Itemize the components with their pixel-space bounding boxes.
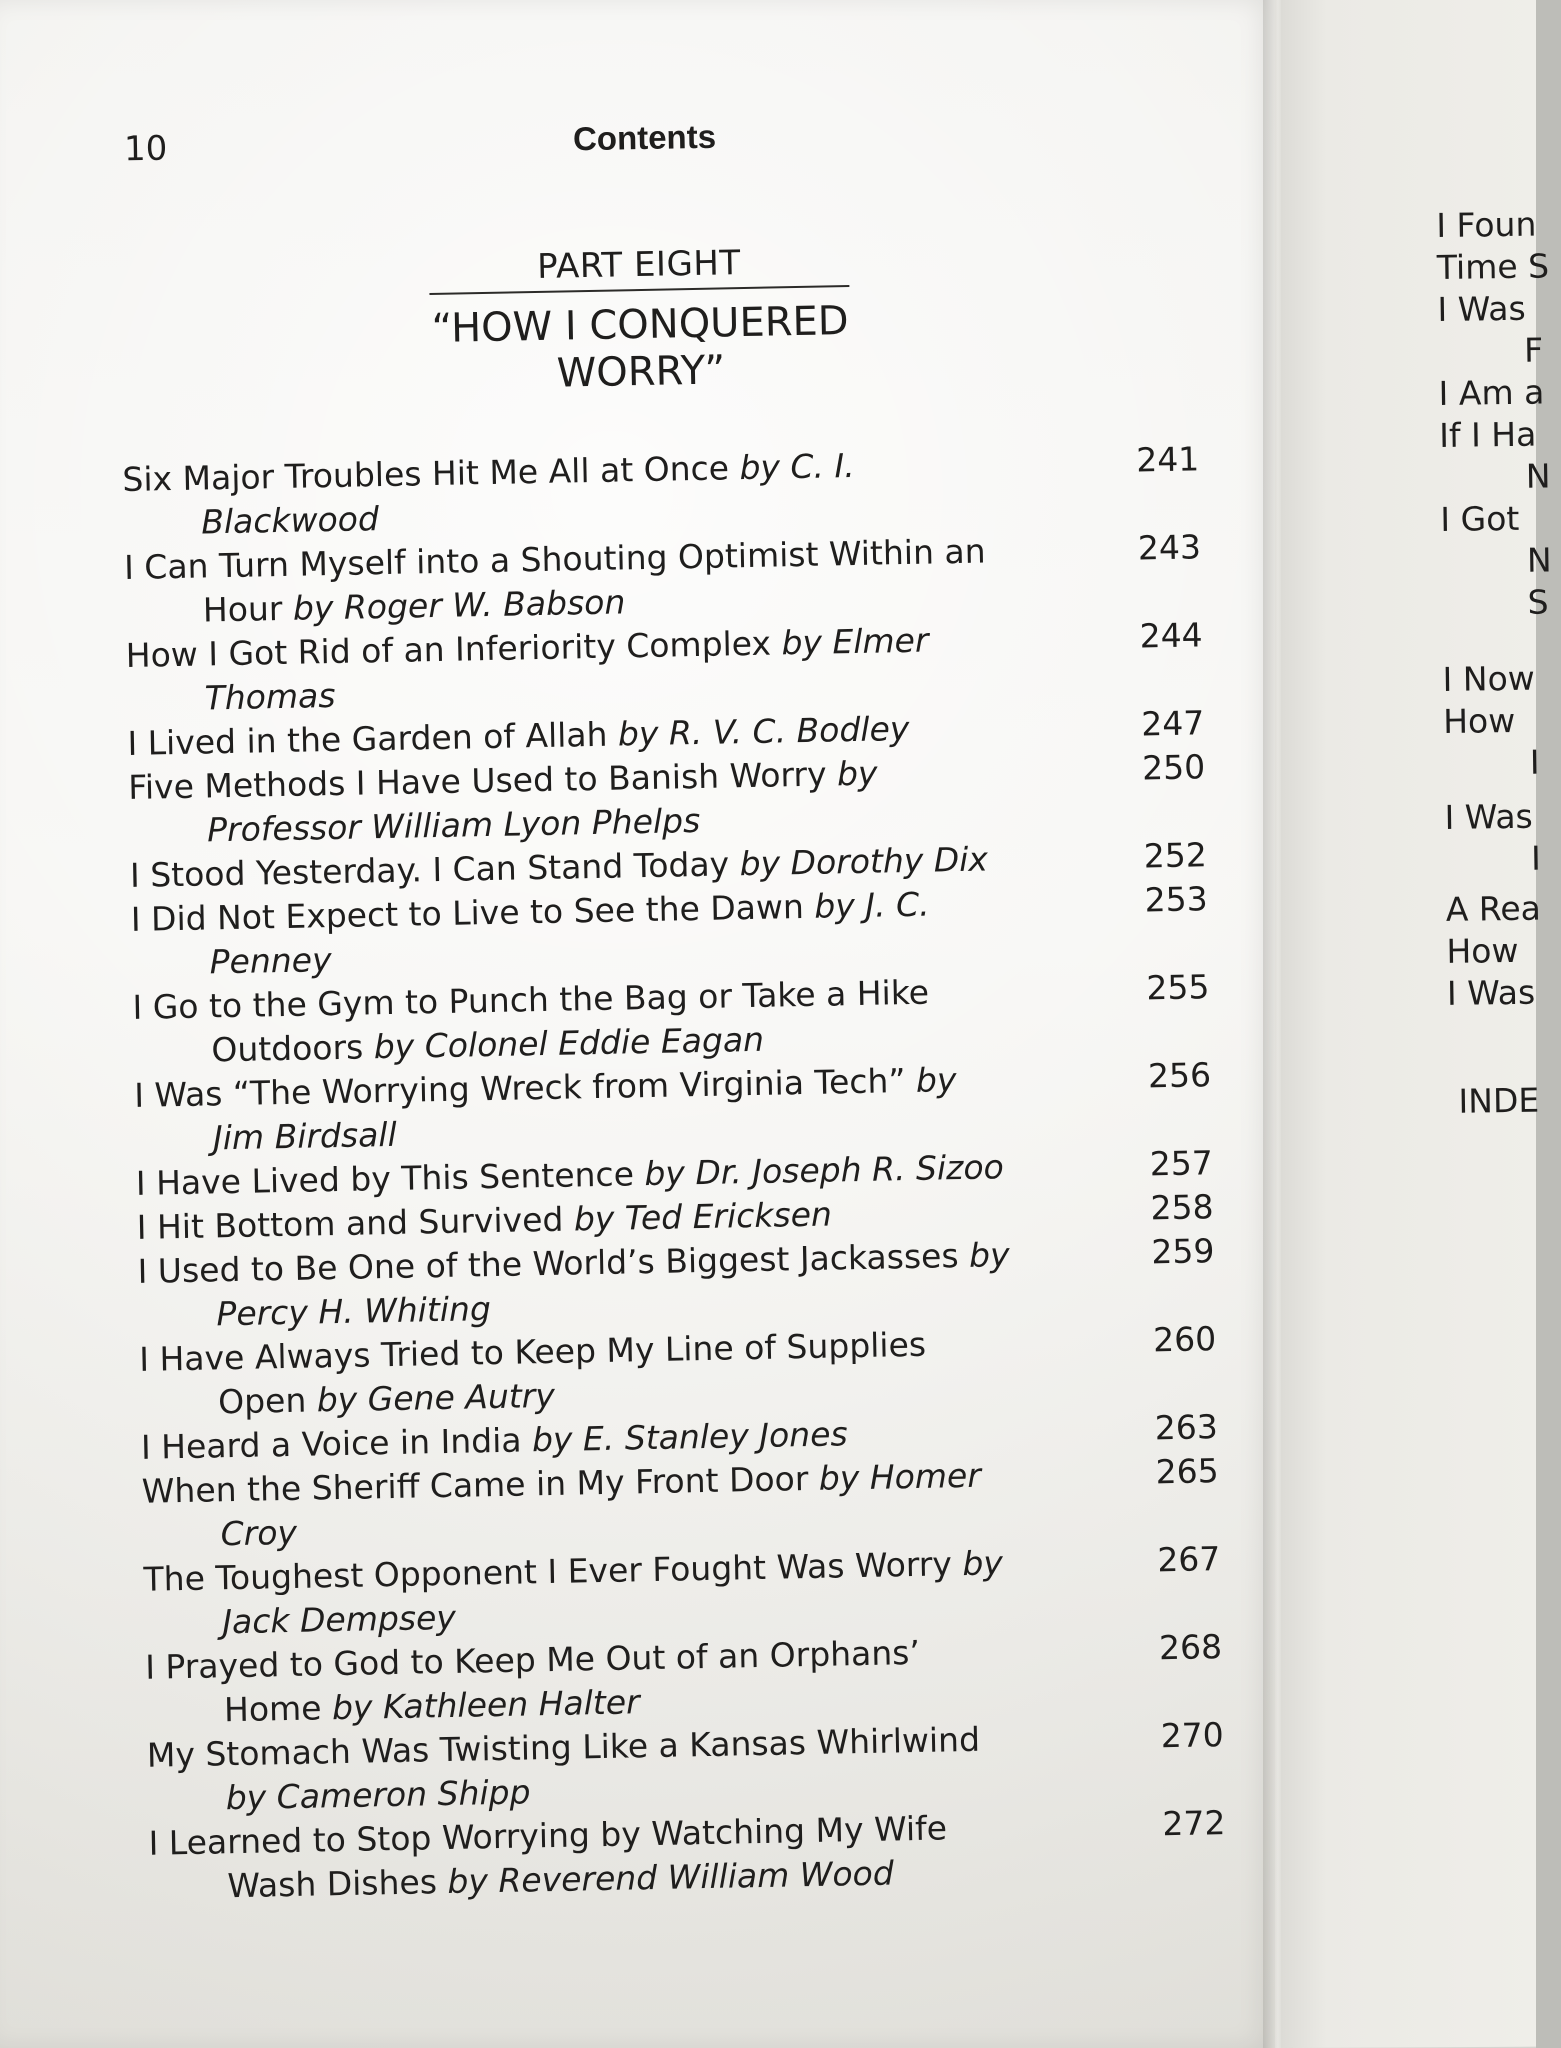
entry-author: by bbox=[915, 1060, 957, 1100]
contents-list bbox=[122, 437, 1231, 1957]
entry-page-number: 268 bbox=[1158, 1627, 1223, 1668]
entry-page-number: 265 bbox=[1155, 1451, 1220, 1492]
part-title bbox=[430, 298, 852, 400]
entry-page-number: 260 bbox=[1152, 1319, 1217, 1360]
right-fragment: I Was bbox=[1437, 288, 1526, 329]
right-page-text-fragments bbox=[1436, 204, 1552, 1155]
right-fragment: I Foun bbox=[1436, 204, 1537, 245]
entry-author: by Colonel Eddie Eagan bbox=[373, 1019, 765, 1067]
entry-author-continuation: Jack Dempsey bbox=[221, 1597, 457, 1642]
entry-main-title: I Did Not Expect to Live to See the Dawn bbox=[130, 886, 805, 939]
entry-page-number: 259 bbox=[1151, 1231, 1215, 1272]
entry-author-continuation: Percy H. Whiting bbox=[216, 1289, 492, 1334]
entry-main-title: I Hit Bottom and Survived bbox=[136, 1199, 564, 1247]
running-head: Contents bbox=[572, 117, 717, 158]
entry-author: by Roger W. Babson bbox=[292, 582, 626, 628]
entry-title: I Prayed to God to Keep Me Out of an Orphans’ bbox=[144, 1632, 921, 1687]
entry-page-number: 258 bbox=[1150, 1187, 1214, 1228]
entry-page-number: 252 bbox=[1143, 835, 1208, 876]
entry-author: by Reverend William Wood bbox=[447, 1853, 895, 1902]
entry-page-number: 267 bbox=[1156, 1539, 1221, 1580]
entry-page-number: 241 bbox=[1135, 439, 1200, 480]
entry-author: by bbox=[961, 1543, 1004, 1584]
entry-author: by Kathleen Halter bbox=[331, 1682, 641, 1728]
right-fragment: If I Ha bbox=[1438, 414, 1537, 455]
entry-title: I Go to the Gym to Punch the Bag or Take a Hike bbox=[132, 972, 930, 1027]
right-fragment: I Got bbox=[1440, 498, 1520, 539]
entry-main-title: The Toughest Opponent I Ever Fought Was Worry bbox=[143, 1544, 953, 1599]
entry-author-continuation: Professor William Lyon Phelps bbox=[206, 800, 701, 850]
entry-author: by Gene Autry bbox=[316, 1375, 556, 1420]
entry-main-title: I Used to Be One of the World’s Biggest Jackasses bbox=[137, 1236, 959, 1291]
entry-page-number: 244 bbox=[1139, 615, 1203, 656]
entry-page-number: 270 bbox=[1160, 1715, 1225, 1756]
part-title-line-2: WORRY” bbox=[556, 347, 726, 397]
right-fragment: I Was bbox=[1444, 796, 1533, 837]
entry-main-title: I Have Lived by This Sentence bbox=[135, 1154, 635, 1203]
part-heading bbox=[419, 241, 862, 400]
right-fragment: How bbox=[1446, 930, 1519, 971]
entry-main-title: Five Methods I Have Used to Banish Worry bbox=[127, 754, 827, 807]
entry-author-continuation: Jim Birdsall bbox=[212, 1114, 398, 1158]
right-fragment: N bbox=[1525, 456, 1551, 496]
entry-main-title: When the Sheriff Came in My Front Door bbox=[141, 1459, 809, 1511]
entry-author-continuation: Croy bbox=[220, 1512, 298, 1554]
entry-page-number: 255 bbox=[1145, 967, 1210, 1008]
right-fragment: N bbox=[1526, 540, 1552, 580]
right-fragment: I bbox=[1530, 838, 1542, 878]
entry-author: by R. V. C. Bodley bbox=[617, 708, 910, 754]
entry-page-number: 250 bbox=[1141, 747, 1206, 788]
entry-roman-continuation: Hour bbox=[202, 588, 283, 630]
entry-main-title: Six Major Troubles Hit Me All at Once bbox=[122, 448, 730, 499]
right-fragment: A Rea bbox=[1445, 888, 1542, 929]
entry-main-title: I Heard a Voice in India bbox=[140, 1420, 522, 1467]
entry-page-number: 263 bbox=[1154, 1407, 1219, 1448]
entry-title: My Stomach Was Twisting Like a Kansas Whirlwind bbox=[146, 1719, 981, 1775]
entry-title: I Can Turn Myself into a Shouting Optimist Within an bbox=[123, 531, 986, 587]
entry-page-number: 247 bbox=[1140, 703, 1205, 744]
entry-roman-continuation: Wash Dishes bbox=[227, 1862, 438, 1906]
entry-author: by bbox=[836, 753, 878, 794]
right-fragment: INDE bbox=[1458, 1080, 1540, 1121]
part-label: PART EIGHT bbox=[536, 243, 742, 287]
entry-page-number: 256 bbox=[1147, 1055, 1212, 1096]
entry-main-title: I Lived in the Garden of Allah bbox=[127, 714, 608, 763]
entry-author: by Homer bbox=[818, 1455, 982, 1498]
right-fragment: S bbox=[1527, 582, 1549, 622]
right-fragment: F bbox=[1523, 330, 1544, 370]
entry-main-title: I Stood Yesterday. I Can Stand Today bbox=[129, 844, 730, 895]
entry-author-continuation: Blackwood bbox=[200, 499, 380, 542]
entry-author: by J. C. bbox=[813, 884, 930, 926]
entry-roman-continuation: Open bbox=[217, 1380, 307, 1422]
page-number: 10 bbox=[123, 128, 168, 170]
entry-author-continuation: Thomas bbox=[204, 675, 336, 718]
part-title-line-1: “HOW I CONQUERED bbox=[431, 298, 850, 352]
entry-roman-continuation: Home bbox=[223, 1688, 322, 1730]
entry-author-continuation: Penney bbox=[209, 940, 332, 982]
entry-page-number: 243 bbox=[1137, 527, 1202, 568]
entry-author: by Dr. Joseph R. Sizoo bbox=[644, 1147, 1005, 1194]
right-fragment: Time S bbox=[1436, 246, 1550, 287]
entry-page-number: 257 bbox=[1149, 1143, 1214, 1184]
right-fragment: I bbox=[1529, 742, 1540, 782]
entry-author: by Elmer bbox=[781, 620, 929, 663]
entry-page-number: 272 bbox=[1162, 1803, 1226, 1844]
entry-roman-continuation: Outdoors bbox=[211, 1027, 364, 1070]
entry-main-title: I Was “The Worrying Wreck from Virginia Tech” bbox=[133, 1061, 906, 1115]
entry-main-title: How I Got Rid of an Inferiority Complex bbox=[125, 623, 772, 675]
entry-author-continuation: by Cameron Shipp bbox=[225, 1772, 531, 1818]
entry-title: I Learned to Stop Worrying by Watching My Wife bbox=[148, 1808, 948, 1863]
right-fragment: How bbox=[1442, 700, 1516, 741]
entry-author: by Dorothy Dix bbox=[739, 839, 989, 884]
right-fragment: I Now bbox=[1442, 658, 1535, 699]
entry-title: I Have Always Tried to Keep My Line of Supplies bbox=[138, 1324, 927, 1379]
entry-author: by E. Stanley Jones bbox=[531, 1414, 848, 1460]
right-fragment: I Was bbox=[1446, 972, 1536, 1013]
entry-author: by C. I. bbox=[739, 445, 856, 488]
entry-author: by bbox=[968, 1235, 1010, 1275]
right-fragment: I Am a bbox=[1438, 372, 1545, 413]
entry-author: by Ted Ericksen bbox=[573, 1194, 833, 1239]
entry-page-number: 253 bbox=[1144, 879, 1209, 920]
